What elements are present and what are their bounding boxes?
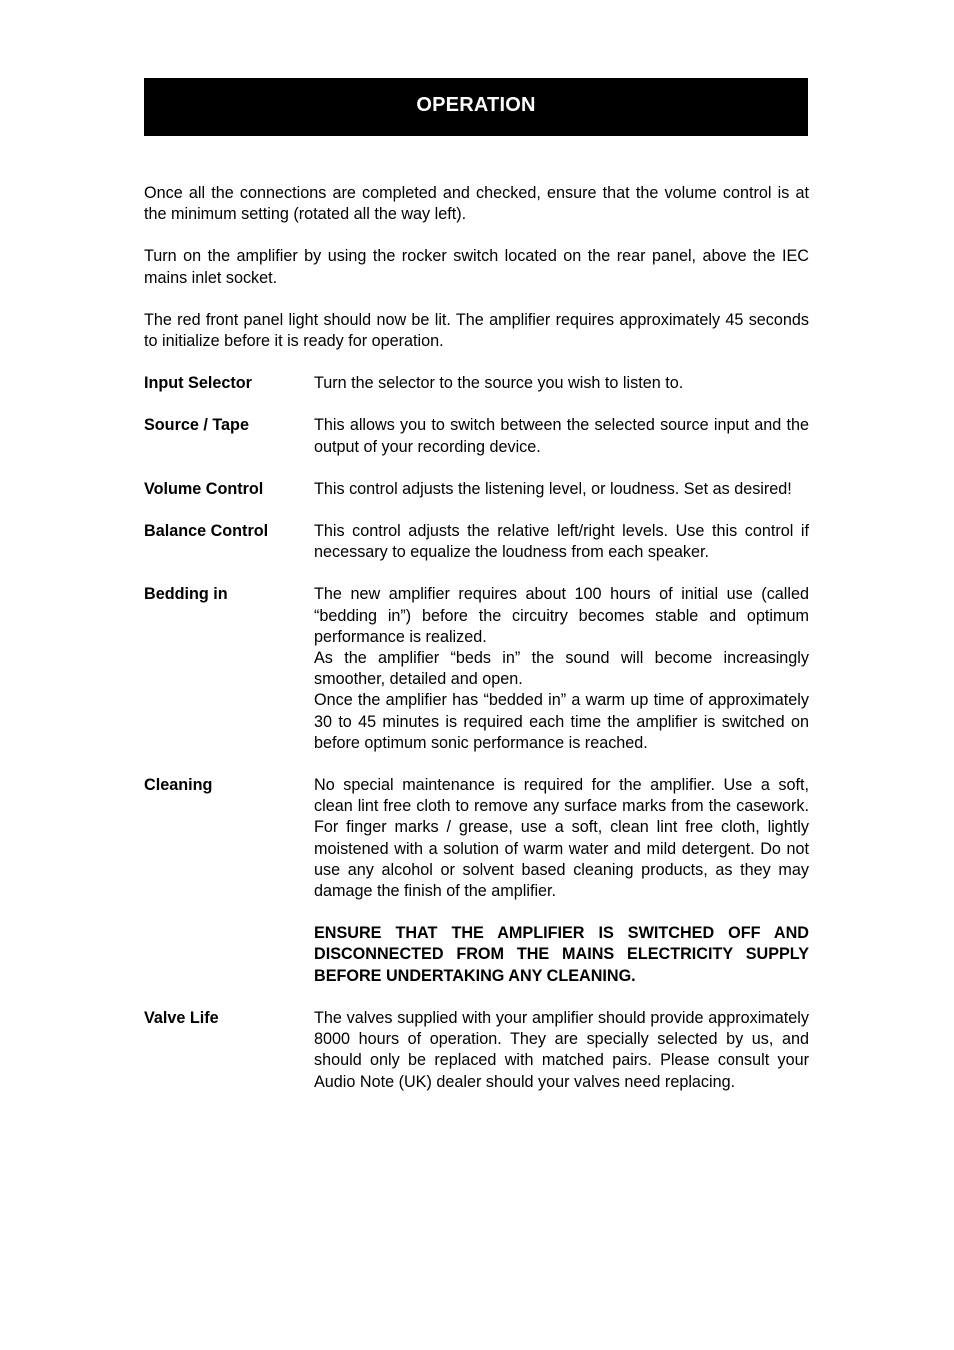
cleaning-warning: ENSURE THAT THE AMPLIFIER IS SWITCHED OFF AND DISCONNECTED FROM THE MAINS ELECTRICITY SUPPLY BEFORE UNDERTAKING ANY CLEANING. (314, 924, 809, 985)
definition-term: Volume Control (144, 479, 264, 498)
definition-term: Bedding in (144, 585, 228, 604)
definition-description (314, 1008, 809, 1093)
section-header-bar (144, 78, 808, 136)
definition-cleaning (144, 775, 809, 987)
document-body (144, 183, 809, 1114)
definition-text: As the amplifier “beds in” the sound will become increasingly smoother, detailed and open. (314, 649, 809, 689)
definition-text: This control adjusts the relative left/right levels. Use this control if necessary to equalize the loudness from each speaker. (314, 522, 809, 562)
definition-description (314, 521, 809, 563)
definition-text: This control adjusts the listening level, or loudness. Set as desired! (314, 479, 792, 498)
intro-paragraph-power-on: Turn on the amplifier by using the rocker switch located on the rear panel, above the IEC mains inlet socket. (144, 247, 809, 287)
definition-source-tape (144, 415, 809, 457)
definition-text: This allows you to switch between the selected source input and the output of your recording device. (314, 416, 809, 456)
definitions-list (144, 373, 809, 1092)
page-title: OPERATION (416, 93, 536, 116)
definition-term: Balance Control (144, 522, 269, 541)
definition-text: Turn the selector to the source you wish to listen to. (314, 374, 684, 393)
intro-paragraph-connections: Once all the connections are completed and checked, ensure that the volume control is at the minimum setting (rotated all the way left). (144, 184, 809, 224)
definition-description (314, 775, 809, 987)
definition-text: Once the amplifier has “bedded in” a warm up time of approximately 30 to 45 minutes is required each time the amplifier is switched on before optimum sonic performance is reached. (314, 691, 809, 752)
definition-description (314, 479, 809, 500)
definition-text: The new amplifier requires about 100 hours of initial use (called “bedding in”) before the circuitry becomes stable and optimum performance is realized. (314, 585, 809, 646)
definition-text: No special maintenance is required for the amplifier. Use a soft, clean lint free cloth to remove any surface marks from the casework. For finger marks / grease, use a soft, clean lint free cloth, lightly moistened with a solution of warm water and mild detergent. Do not use any alcohol or solvent based cleaning products, as they may damage the finish of the amplifier. (314, 776, 809, 901)
definition-term: Source / Tape (144, 416, 249, 435)
definition-balance-control (144, 521, 809, 563)
definition-valve-life (144, 1008, 809, 1093)
definition-term: Cleaning (144, 776, 213, 795)
definition-input-selector (144, 373, 809, 394)
definition-description (314, 584, 809, 754)
definition-term: Valve Life (144, 1008, 219, 1027)
definition-volume-control (144, 479, 809, 500)
definition-term: Input Selector (144, 374, 252, 393)
definition-text: The valves supplied with your amplifier should provide approximately 8000 hours of operation. They are specially selected by us, and should only be replaced with matched pairs. Please consult your Audio Note (UK) dealer should your valves need replacing. (314, 1008, 809, 1091)
intro-section (144, 183, 809, 352)
definition-bedding-in (144, 584, 809, 754)
intro-paragraph-initialize: The red front panel light should now be lit. The amplifier requires approximately 45 seconds to initialize before it is ready for operation. (144, 310, 809, 351)
definition-description (314, 415, 809, 457)
definition-description (314, 373, 809, 394)
